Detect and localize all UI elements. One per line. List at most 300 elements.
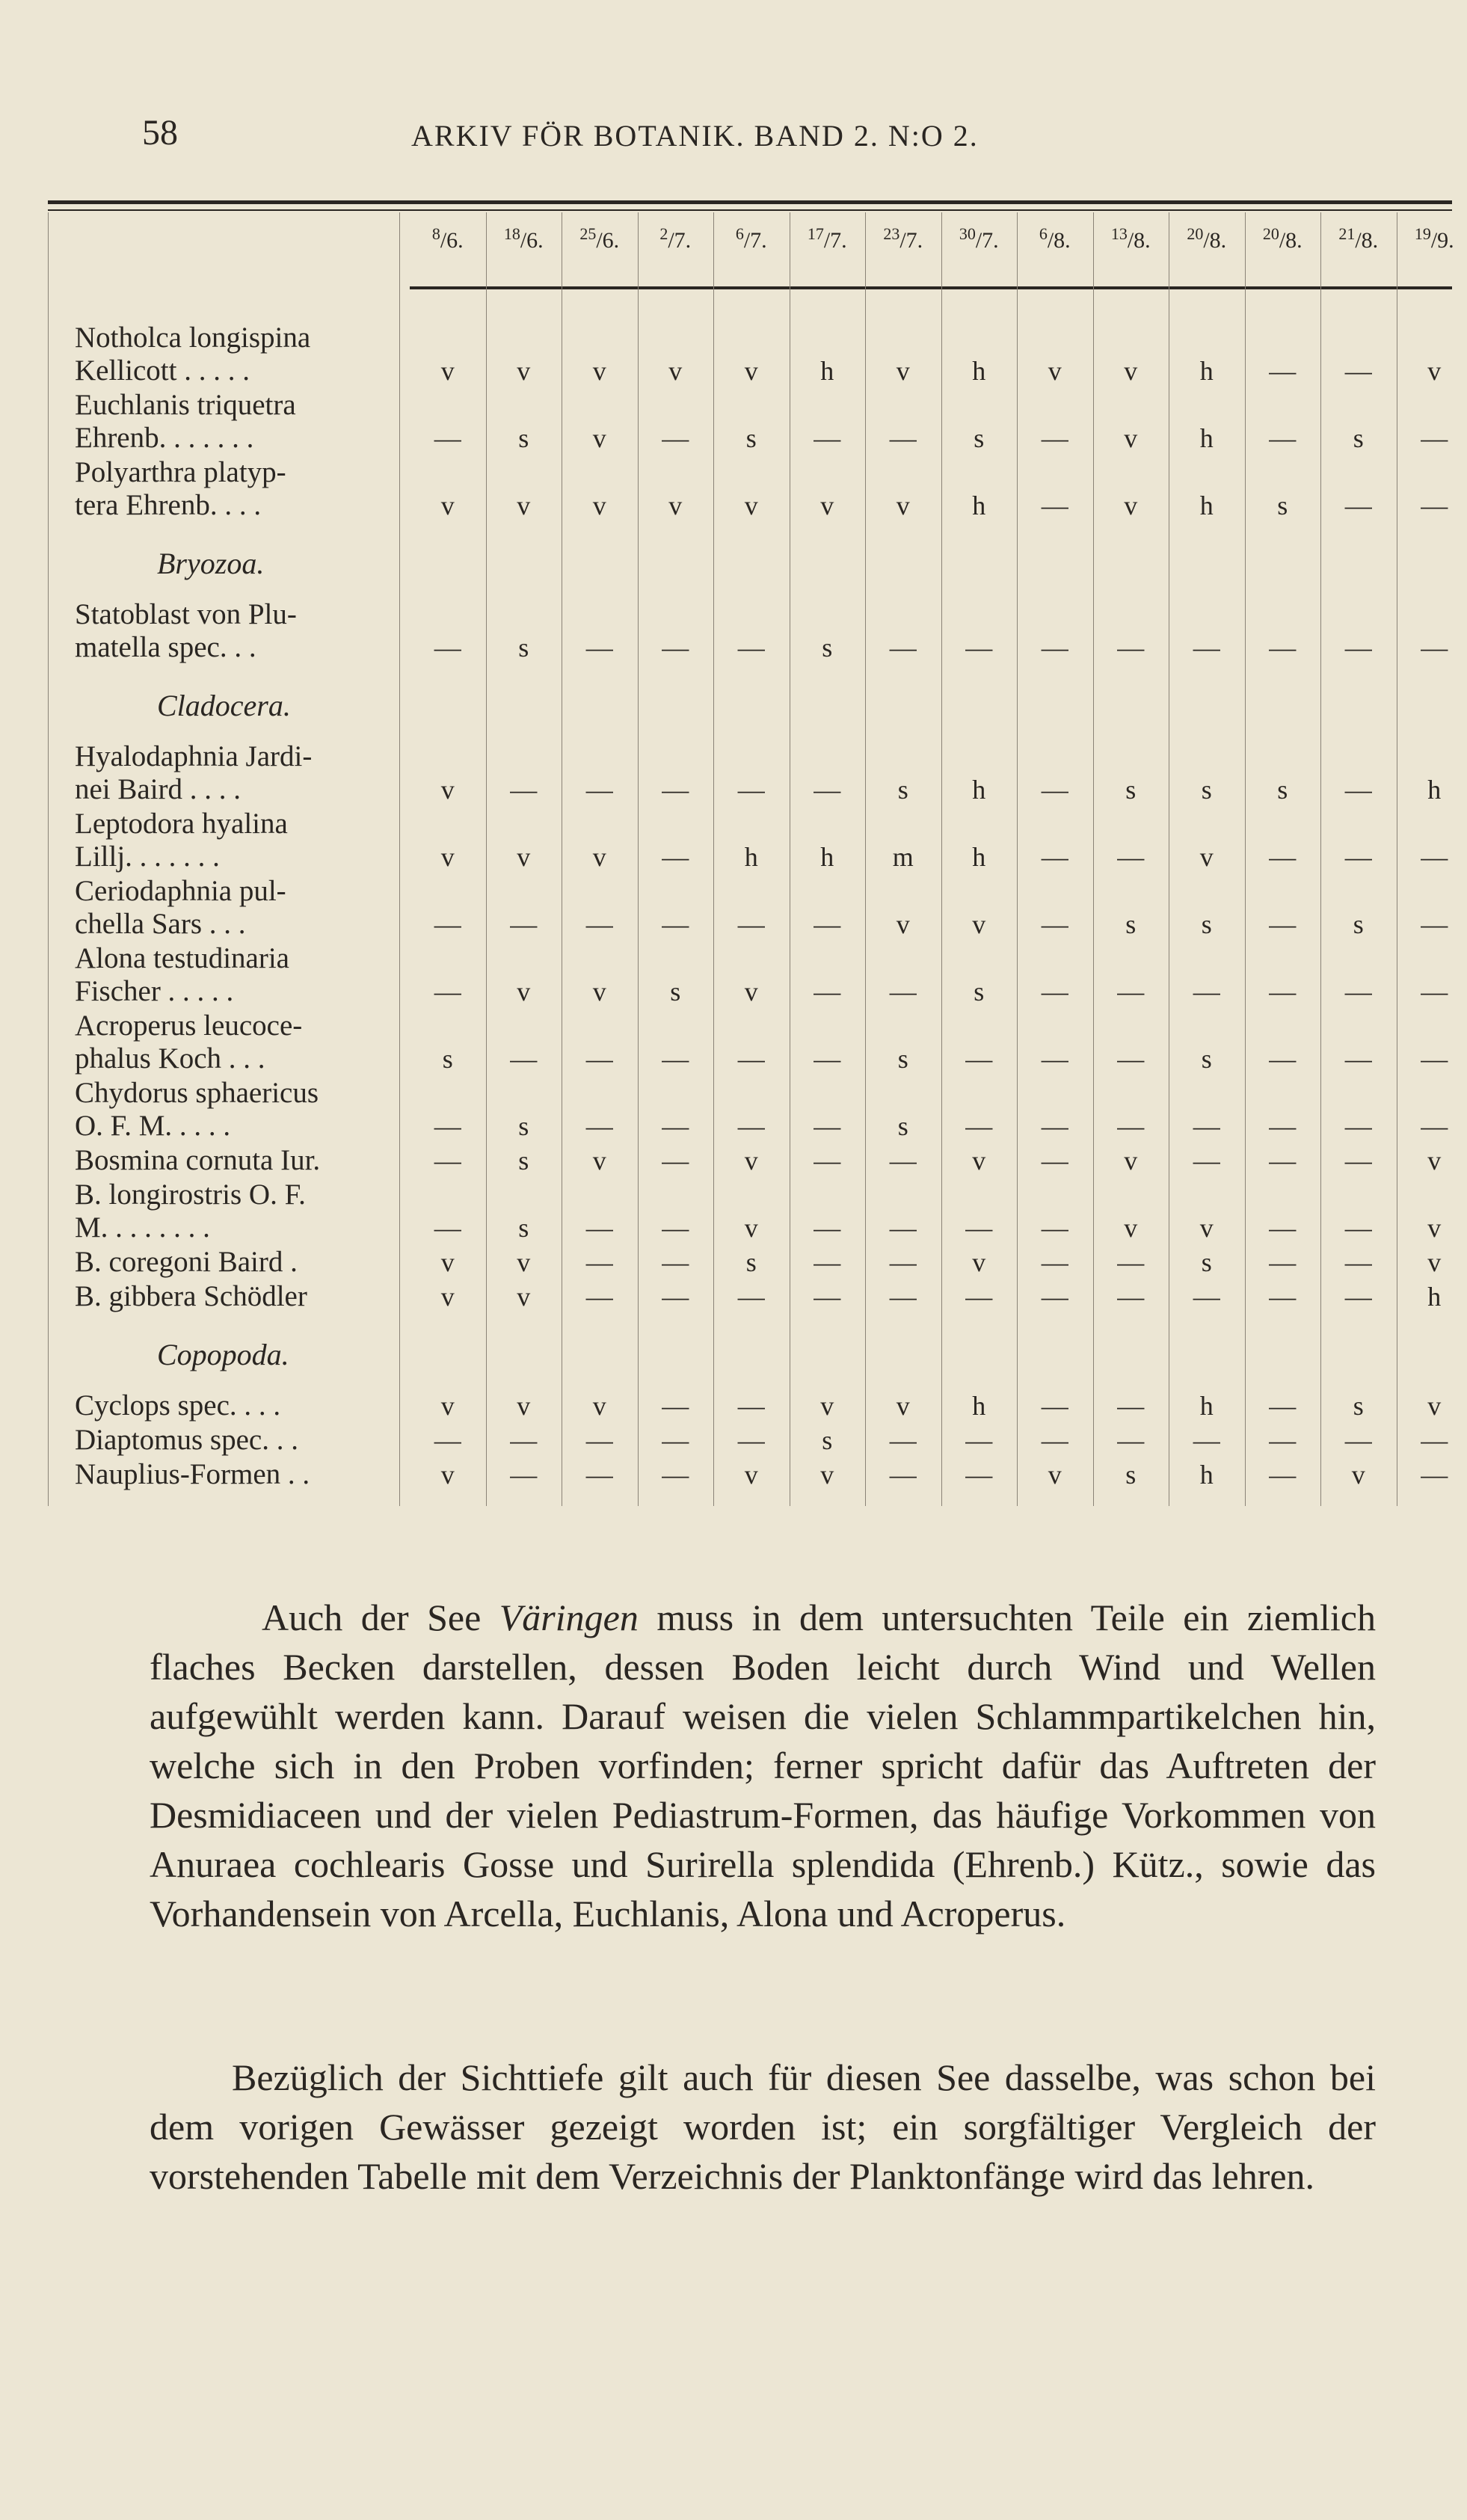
abundance-cell: s bbox=[897, 1111, 908, 1141]
abundance-cell: — bbox=[1344, 633, 1372, 663]
abundance-cell: — bbox=[1041, 633, 1068, 663]
date-month: 7. bbox=[674, 228, 692, 253]
date-column-header bbox=[713, 224, 790, 284]
date-day: 19 bbox=[1414, 224, 1431, 243]
abundance-cell: s bbox=[1277, 491, 1288, 520]
abundance-cell: v bbox=[668, 491, 683, 520]
abundance-cell: — bbox=[662, 1111, 689, 1141]
abundance-cell: — bbox=[585, 1247, 613, 1277]
date-month: 8. bbox=[1361, 228, 1379, 253]
abundance-cell: s bbox=[974, 977, 985, 1007]
abundance-cell: v bbox=[592, 842, 606, 872]
abundance-cell: h bbox=[972, 842, 986, 872]
abundance-cell: v bbox=[820, 1460, 834, 1490]
abundance-cell: — bbox=[1117, 633, 1145, 663]
page-number: 58 bbox=[142, 113, 178, 153]
abundance-cell: v bbox=[1124, 356, 1138, 386]
abundance-cell: v bbox=[1427, 1146, 1442, 1176]
abundance-cell: — bbox=[1041, 1146, 1068, 1176]
abundance-cell: — bbox=[1117, 1391, 1145, 1421]
abundance-cell: — bbox=[814, 909, 841, 939]
abundance-cell: — bbox=[585, 1111, 613, 1141]
abundance-cell: — bbox=[1344, 1044, 1372, 1074]
abundance-cell: s bbox=[518, 423, 529, 453]
date-column-header bbox=[1017, 224, 1093, 284]
abundance-cell: v bbox=[896, 491, 910, 520]
page-header bbox=[142, 112, 1368, 165]
paragraph-1 bbox=[150, 1593, 1376, 1938]
abundance-cell: v bbox=[517, 1391, 531, 1421]
date-column-header bbox=[865, 224, 941, 284]
date-day: 17 bbox=[807, 224, 824, 243]
abundance-cell: — bbox=[965, 1282, 993, 1312]
date-day: 6 bbox=[735, 224, 744, 243]
abundance-cell: — bbox=[434, 977, 461, 1007]
date-month: 8. bbox=[1134, 228, 1151, 253]
date-month: 6. bbox=[446, 228, 464, 253]
abundance-cell: — bbox=[662, 909, 689, 939]
abundance-cell: v bbox=[1124, 1146, 1138, 1176]
date-day: 18 bbox=[503, 224, 520, 243]
abundance-cell: h bbox=[972, 491, 986, 520]
abundance-cell: — bbox=[965, 633, 993, 663]
abundance-cell: — bbox=[1344, 842, 1372, 872]
abundance-cell: v bbox=[440, 1282, 455, 1312]
abundance-cell: v bbox=[744, 491, 758, 520]
abundance-cell: — bbox=[814, 1146, 841, 1176]
abundance-cell: s bbox=[1201, 775, 1212, 805]
abundance-cell: — bbox=[1344, 1146, 1372, 1176]
abundance-cell: — bbox=[737, 775, 765, 805]
abundance-cell: — bbox=[510, 909, 538, 939]
abundance-cell: — bbox=[1117, 842, 1145, 872]
abundance-cell: v bbox=[440, 842, 455, 872]
abundance-cell: h bbox=[1199, 423, 1214, 453]
abundance-cell: — bbox=[1269, 977, 1297, 1007]
abundance-cell: s bbox=[1353, 909, 1364, 939]
date-slash: / bbox=[743, 228, 751, 253]
date-slash: / bbox=[823, 228, 831, 253]
abundance-cell: — bbox=[1269, 1146, 1297, 1176]
abundance-cell: — bbox=[1421, 491, 1448, 520]
column-rule bbox=[48, 212, 49, 1506]
abundance-cell: v bbox=[744, 1213, 758, 1243]
abundance-cell: — bbox=[662, 775, 689, 805]
abundance-cell: — bbox=[1041, 775, 1068, 805]
abundance-cell: — bbox=[814, 1282, 841, 1312]
abundance-cell: — bbox=[1193, 977, 1220, 1007]
abundance-cell: — bbox=[814, 423, 841, 453]
date-day: 20 bbox=[1262, 224, 1279, 243]
running-title: ARKIV FÖR BOTANIK. BAND 2. N:O 2. bbox=[411, 119, 979, 153]
abundance-cell: — bbox=[1344, 775, 1372, 805]
abundance-cell: — bbox=[585, 1460, 613, 1490]
abundance-cell: s bbox=[518, 633, 529, 663]
column-rule bbox=[399, 212, 400, 1506]
abundance-cell: — bbox=[965, 1213, 993, 1243]
abundance-cell: — bbox=[585, 909, 613, 939]
date-column-header bbox=[1320, 224, 1397, 284]
date-slash: / bbox=[440, 228, 447, 253]
abundance-cell: v bbox=[517, 356, 531, 386]
date-month: 8. bbox=[1054, 228, 1071, 253]
date-day: 30 bbox=[959, 224, 976, 243]
abundance-cell: h bbox=[820, 356, 834, 386]
abundance-cell: — bbox=[1421, 633, 1448, 663]
abundance-cell: — bbox=[1041, 909, 1068, 939]
abundance-cell: — bbox=[1421, 909, 1448, 939]
abundance-cell: h bbox=[1427, 775, 1442, 805]
abundance-cell: — bbox=[965, 1460, 993, 1490]
abundance-cell: v bbox=[668, 356, 683, 386]
abundance-cell: — bbox=[1344, 1425, 1372, 1455]
abundance-cell: s bbox=[518, 1111, 529, 1141]
abundance-cell: — bbox=[510, 1425, 538, 1455]
date-column-header bbox=[410, 224, 486, 284]
date-slash: / bbox=[1430, 228, 1438, 253]
date-month: 7. bbox=[830, 228, 847, 253]
abundance-cell: v bbox=[592, 1146, 606, 1176]
abundance-cell: — bbox=[1421, 1460, 1448, 1490]
abundance-cell: — bbox=[662, 1213, 689, 1243]
abundance-cell: v bbox=[440, 491, 455, 520]
abundance-cell: — bbox=[510, 1044, 538, 1074]
abundance-cell: — bbox=[434, 909, 461, 939]
abundance-cell: — bbox=[1041, 423, 1068, 453]
abundance-cell: — bbox=[814, 977, 841, 1007]
abundance-cell: h bbox=[972, 775, 986, 805]
abundance-cell: — bbox=[585, 633, 613, 663]
abundance-cell: v bbox=[896, 1391, 910, 1421]
abundance-cell: — bbox=[585, 1213, 613, 1243]
abundance-cell: — bbox=[1041, 1282, 1068, 1312]
date-column-header bbox=[790, 224, 866, 284]
species-name: B. gibbera Schödler bbox=[75, 1280, 307, 1312]
species-name: Euchlanis triquetra Ehrenb. . . . . . . bbox=[75, 389, 296, 454]
date-day: 6 bbox=[1039, 224, 1048, 243]
species-name: Ceriodaphnia pul- chella Sars . . . bbox=[75, 875, 286, 940]
abundance-cell: — bbox=[1421, 1111, 1448, 1141]
abundance-cell: v bbox=[1351, 1460, 1365, 1490]
table-top-rule bbox=[48, 200, 1452, 204]
abundance-cell: v bbox=[440, 356, 455, 386]
abundance-cell: — bbox=[662, 633, 689, 663]
species-name: Nauplius-Formen . . bbox=[75, 1458, 310, 1490]
date-slash: / bbox=[1047, 228, 1054, 253]
abundance-cell: — bbox=[1269, 1425, 1297, 1455]
abundance-cell: — bbox=[1117, 1044, 1145, 1074]
abundance-cell: — bbox=[662, 1391, 689, 1421]
date-month: 8. bbox=[1209, 228, 1227, 253]
date-slash: / bbox=[1355, 228, 1362, 253]
abundance-cell: — bbox=[1041, 977, 1068, 1007]
abundance-cell: s bbox=[1201, 1247, 1212, 1277]
date-slash: / bbox=[975, 228, 982, 253]
abundance-cell: — bbox=[1344, 356, 1372, 386]
date-column-header bbox=[941, 224, 1018, 284]
abundance-cell: v bbox=[820, 1391, 834, 1421]
abundance-cell: — bbox=[889, 1282, 917, 1312]
abundance-cell: — bbox=[1041, 1391, 1068, 1421]
date-month: 7. bbox=[750, 228, 767, 253]
date-month: 8. bbox=[1285, 228, 1303, 253]
abundance-cell: — bbox=[1041, 1111, 1068, 1141]
abundance-cell: v bbox=[592, 1391, 606, 1421]
abundance-cell: — bbox=[1269, 1247, 1297, 1277]
date-day: 25 bbox=[579, 224, 597, 243]
abundance-cell: — bbox=[737, 1282, 765, 1312]
date-slash: / bbox=[1203, 228, 1210, 253]
abundance-cell: — bbox=[1269, 1213, 1297, 1243]
paragraph-1-text-b: muss in dem untersuchten Teile ein ziemlich flaches Becken darstellen, dessen Boden leicht durch Wind und Wellen aufgewühlt werden kann. Darauf weisen die vielen Schlammpartikelchen hin, welche sich in den Proben vorfinden; ferner spricht dafür das Auftreten der Desmidiaceen und der vielen Pediastrum-Formen, das häufige Vorkommen von Anuraea cochlearis Gosse und Surirella splendida (Ehrenb.) Kütz., sowie das Vorhandensein von Arcella, Euchlanis, Alona und Acroperus. bbox=[150, 1596, 1376, 1934]
abundance-cell: — bbox=[510, 1460, 538, 1490]
abundance-cell: v bbox=[1427, 1213, 1442, 1243]
abundance-cell: — bbox=[1344, 1111, 1372, 1141]
abundance-cell: h bbox=[972, 1391, 986, 1421]
abundance-cell: — bbox=[737, 1391, 765, 1421]
abundance-cell: v bbox=[1048, 1460, 1062, 1490]
abundance-cell: — bbox=[889, 1460, 917, 1490]
abundance-cell: s bbox=[1125, 1460, 1137, 1490]
abundance-cell: — bbox=[1344, 1213, 1372, 1243]
abundance-cell: — bbox=[814, 1213, 841, 1243]
abundance-cell: — bbox=[965, 1044, 993, 1074]
abundance-cell: — bbox=[1041, 1044, 1068, 1074]
date-day: 23 bbox=[883, 224, 900, 243]
abundance-cell: v bbox=[517, 842, 531, 872]
abundance-cell: s bbox=[822, 1425, 833, 1455]
abundance-cell: — bbox=[434, 633, 461, 663]
abundance-cell: s bbox=[670, 977, 681, 1007]
abundance-cell: v bbox=[972, 909, 986, 939]
abundance-cell: v bbox=[972, 1146, 986, 1176]
abundance-cell: v bbox=[1427, 1391, 1442, 1421]
abundance-cell: — bbox=[889, 1213, 917, 1243]
species-name: Leptodora hyalina Lillj. . . . . . . bbox=[75, 808, 288, 873]
abundance-cell: — bbox=[1117, 1247, 1145, 1277]
paragraph-2-text: Bezüglich der Sichttiefe gilt auch für diesen See dasselbe, was schon bei dem vorigen Gewässer gezeigt worden ist; ein sorgfältiger Vergleich der vorstehenden Tabelle mit dem Verzeichnis der Planktonfänge wird das lehren. bbox=[150, 2056, 1376, 2197]
abundance-cell: — bbox=[662, 1282, 689, 1312]
abundance-cell: — bbox=[662, 1425, 689, 1455]
abundance-cell: — bbox=[737, 1111, 765, 1141]
abundance-cell: s bbox=[1277, 775, 1288, 805]
abundance-cell: — bbox=[1269, 423, 1297, 453]
abundance-cell: — bbox=[1041, 842, 1068, 872]
abundance-cell: v bbox=[517, 1247, 531, 1277]
abundance-cell: — bbox=[585, 1425, 613, 1455]
species-name: Cyclops spec. . . . bbox=[75, 1389, 281, 1422]
date-column-header bbox=[1397, 224, 1467, 284]
date-day: 13 bbox=[1110, 224, 1128, 243]
abundance-cell: — bbox=[1117, 1425, 1145, 1455]
abundance-cell: v bbox=[517, 491, 531, 520]
abundance-cell: h bbox=[1199, 1460, 1214, 1490]
section-heading: Bryozoa. bbox=[157, 547, 265, 580]
species-name: Bosmina cornuta Iur. bbox=[75, 1144, 321, 1176]
date-slash: / bbox=[596, 228, 603, 253]
abundance-cell: — bbox=[1193, 633, 1220, 663]
species-name: Notholca longispina Kellicott . . . . . bbox=[75, 322, 311, 387]
abundance-cell: v bbox=[1048, 356, 1062, 386]
abundance-cell: — bbox=[1269, 1044, 1297, 1074]
abundance-cell: — bbox=[1344, 491, 1372, 520]
abundance-cell: s bbox=[442, 1044, 453, 1074]
abundance-cell: — bbox=[434, 1111, 461, 1141]
abundance-cell: s bbox=[1353, 1391, 1364, 1421]
abundance-cell: — bbox=[889, 423, 917, 453]
abundance-cell: — bbox=[965, 1425, 993, 1455]
species-name: Chydorus sphaericus O. F. M. . . . . bbox=[75, 1077, 319, 1142]
abundance-cell: h bbox=[1427, 1282, 1442, 1312]
paragraph-2 bbox=[150, 2053, 1376, 2201]
abundance-cell: — bbox=[737, 1044, 765, 1074]
abundance-cell: — bbox=[737, 633, 765, 663]
abundance-cell: s bbox=[745, 423, 757, 453]
date-day: 21 bbox=[1338, 224, 1356, 243]
abundance-cell: — bbox=[662, 423, 689, 453]
abundance-cell: — bbox=[814, 1111, 841, 1141]
species-name: B. longirostris O. F. M. . . . . . . . bbox=[75, 1178, 306, 1244]
species-name: Diaptomus spec. . . bbox=[75, 1424, 298, 1456]
abundance-cell: v bbox=[592, 423, 606, 453]
abundance-cell: s bbox=[745, 1247, 757, 1277]
abundance-cell: v bbox=[440, 1391, 455, 1421]
date-slash: / bbox=[1127, 228, 1134, 253]
abundance-cell: v bbox=[972, 1247, 986, 1277]
section-heading: Copopoda. bbox=[157, 1338, 289, 1371]
abundance-cell: — bbox=[1193, 1146, 1220, 1176]
date-month: 6. bbox=[526, 228, 544, 253]
date-month: 9. bbox=[1437, 228, 1454, 253]
abundance-cell: — bbox=[889, 1146, 917, 1176]
date-slash: / bbox=[899, 228, 906, 253]
abundance-cell: — bbox=[510, 775, 538, 805]
abundance-cell: — bbox=[1117, 1111, 1145, 1141]
abundance-cell: v bbox=[592, 491, 606, 520]
abundance-cell: v bbox=[1427, 1247, 1442, 1277]
lake-name: Väringen bbox=[499, 1596, 639, 1638]
abundance-cell: — bbox=[1421, 842, 1448, 872]
abundance-cell: h bbox=[972, 356, 986, 386]
abundance-cell: v bbox=[1124, 491, 1138, 520]
species-name: B. coregoni Baird . bbox=[75, 1246, 298, 1278]
paragraph-1-text-a: Auch der See bbox=[262, 1596, 499, 1638]
date-day: 20 bbox=[1187, 224, 1204, 243]
abundance-cell: v bbox=[744, 356, 758, 386]
abundance-cell: — bbox=[1269, 356, 1297, 386]
abundance-cell: — bbox=[1269, 633, 1297, 663]
abundance-cell: — bbox=[1041, 1213, 1068, 1243]
abundance-cell: v bbox=[1199, 1213, 1214, 1243]
abundance-cell: — bbox=[889, 1247, 917, 1277]
abundance-cell: — bbox=[737, 1425, 765, 1455]
abundance-cell: — bbox=[965, 1111, 993, 1141]
date-column-header bbox=[562, 224, 638, 284]
abundance-cell: — bbox=[889, 1425, 917, 1455]
abundance-cell: — bbox=[814, 1247, 841, 1277]
abundance-cell: v bbox=[1199, 842, 1214, 872]
date-column-header bbox=[1093, 224, 1169, 284]
date-column-header bbox=[1169, 224, 1245, 284]
species-name: Acroperus leucoce- phalus Koch . . . bbox=[75, 1009, 303, 1075]
abundance-cell: — bbox=[662, 1247, 689, 1277]
abundance-cell: v bbox=[744, 1460, 758, 1490]
abundance-cell: — bbox=[585, 1282, 613, 1312]
date-month: 7. bbox=[905, 228, 923, 253]
abundance-cell: — bbox=[1344, 1282, 1372, 1312]
abundance-cell: — bbox=[434, 1425, 461, 1455]
abundance-cell: h bbox=[820, 842, 834, 872]
abundance-cell: s bbox=[1201, 909, 1212, 939]
abundance-cell: s bbox=[974, 423, 985, 453]
abundance-cell: — bbox=[889, 633, 917, 663]
abundance-cell: h bbox=[1199, 491, 1214, 520]
abundance-cell: s bbox=[897, 775, 908, 805]
abundance-cell: v bbox=[1427, 356, 1442, 386]
abundance-cell: s bbox=[518, 1146, 529, 1176]
abundance-cell: — bbox=[585, 775, 613, 805]
date-column-header bbox=[486, 224, 562, 284]
abundance-cell: s bbox=[822, 633, 833, 663]
table-top-rule-thin bbox=[48, 209, 1452, 211]
abundance-cell: s bbox=[1125, 775, 1137, 805]
abundance-cell: h bbox=[744, 842, 758, 872]
abundance-cell: v bbox=[896, 356, 910, 386]
abundance-cell: v bbox=[896, 909, 910, 939]
date-column-header bbox=[638, 224, 714, 284]
table-header-rule bbox=[410, 286, 1452, 289]
abundance-cell: v bbox=[517, 977, 531, 1007]
abundance-cell: v bbox=[440, 775, 455, 805]
abundance-cell: — bbox=[1269, 909, 1297, 939]
abundance-cell: v bbox=[744, 1146, 758, 1176]
abundance-cell: — bbox=[814, 1044, 841, 1074]
abundance-cell: v bbox=[440, 1460, 455, 1490]
abundance-cell: — bbox=[1421, 423, 1448, 453]
abundance-cell: v bbox=[820, 491, 834, 520]
abundance-cell: — bbox=[814, 775, 841, 805]
date-slash: / bbox=[520, 228, 527, 253]
abundance-cell: — bbox=[434, 423, 461, 453]
date-column-header bbox=[1245, 224, 1321, 284]
abundance-cell: — bbox=[1041, 1247, 1068, 1277]
species-name: Hyalodaphnia Jardi- nei Baird . . . . bbox=[75, 740, 313, 805]
abundance-cell: — bbox=[662, 842, 689, 872]
abundance-cell: — bbox=[662, 1460, 689, 1490]
abundance-cell: — bbox=[1269, 842, 1297, 872]
abundance-cell: v bbox=[592, 356, 606, 386]
abundance-cell: h bbox=[1199, 356, 1214, 386]
abundance-cell: — bbox=[1269, 1391, 1297, 1421]
abundance-cell: — bbox=[662, 1146, 689, 1176]
abundance-cell: h bbox=[1199, 1391, 1214, 1421]
abundance-cell: — bbox=[1421, 977, 1448, 1007]
species-name: Polyarthra platyp- tera Ehrenb. . . . bbox=[75, 456, 286, 521]
species-name: Alona testudinaria Fischer . . . . . bbox=[75, 942, 289, 1007]
date-day: 2 bbox=[659, 224, 668, 243]
abundance-cell: — bbox=[1117, 977, 1145, 1007]
abundance-cell: s bbox=[1125, 909, 1137, 939]
abundance-cell: v bbox=[1124, 1213, 1138, 1243]
abundance-cell: — bbox=[889, 977, 917, 1007]
abundance-cell: s bbox=[1201, 1044, 1212, 1074]
date-day: 8 bbox=[431, 224, 440, 243]
abundance-cell: v bbox=[440, 1247, 455, 1277]
abundance-cell: — bbox=[434, 1146, 461, 1176]
abundance-cell: — bbox=[1117, 1282, 1145, 1312]
abundance-cell: — bbox=[1269, 1282, 1297, 1312]
date-slash: / bbox=[1279, 228, 1286, 253]
